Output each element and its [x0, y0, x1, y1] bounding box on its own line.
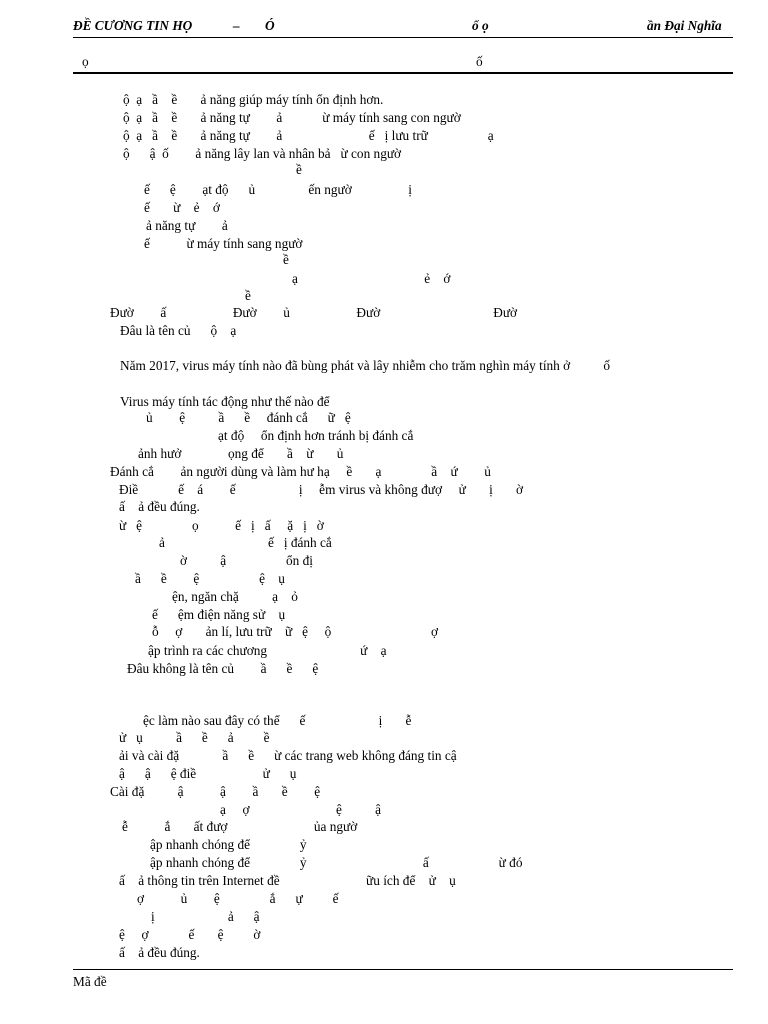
text-line: Cài đặ ậ ậ ầ ề ệ: [110, 784, 321, 799]
subheader-mid: ố: [476, 54, 483, 69]
text-line: ộ ạ ầ ề ả năng giúp máy tính ổn định hơn.: [123, 92, 384, 107]
header-title: ĐỀ CƯƠNG TIN HỌ: [73, 18, 193, 33]
text-line: ế ệm điện năng sử ụ: [152, 607, 286, 622]
text-line: ề: [245, 288, 251, 303]
text-line: ế ệ ạt độ ủ ến ngườ ị: [144, 182, 412, 197]
text-line: ộ ạ ầ ề ả năng tự ả ừ máy tính sang con ngườ: [123, 110, 461, 125]
text-line: Đâu không là tên củ ầ ề ệ: [127, 661, 319, 676]
text-line: Năm 2017, virus máy tính nào đã bùng phát và lây nhiễm cho trăm nghìn máy tính ở ố: [120, 358, 611, 373]
text-line: ập trình ra các chương ứ ạ: [148, 643, 387, 658]
header-school: ổ ọ: [472, 18, 489, 33]
text-line: ộ ạ ầ ề ả năng tự ả ế ị lưu trữ ạ: [123, 128, 494, 143]
text-line: ả ế ị đánh cắ: [159, 535, 332, 550]
footer-exam-code: Mã đề: [73, 974, 107, 989]
text-line: ệc làm nào sau đây có thể ế ị ễ: [143, 713, 412, 728]
text-line: ị ả ậ: [151, 909, 260, 924]
text-line: ờ ậ ổn đị: [180, 553, 313, 568]
text-line: ải và cài đặ ầ ề ừ các trang web không đáng tin cậ: [119, 748, 457, 763]
text-line: ợ ủ ệ ắ ự ế: [137, 891, 339, 906]
text-line: ề: [283, 252, 289, 267]
text-line: Điề ế á ế ị ễm virus và không đượ ử ị ờ: [119, 482, 524, 497]
text-line: ễ ắ ất đượ ủa ngườ: [122, 819, 358, 834]
text-line: Đâu là tên củ ộ ạ: [120, 323, 237, 338]
text-line: Virus máy tính tác động như thế nào để: [120, 394, 330, 409]
footer-rule: [73, 969, 733, 970]
text-line: ỗ ợ ản lí, lưu trữ ữ ệ ộ ợ: [152, 624, 439, 639]
text-line: ấ ả thông tin trên Internet đề ữu ích để ử ụ: [119, 873, 456, 888]
text-line: ập nhanh chóng để ỷ: [150, 837, 307, 852]
text-line: ạ ẻ ớ: [292, 271, 451, 286]
text-line: ậ ậ ệ điề ử ụ: [119, 766, 297, 781]
text-line: ệ ợ ế ệ ờ: [119, 927, 261, 942]
text-line: ử ụ ầ ề ả ề: [119, 730, 270, 745]
subheader-rule: [73, 72, 733, 74]
text-line: ảnh hưở ọng để ầ ừ ủ: [138, 446, 344, 461]
text-line: Đườ ấ Đườ ủ Đườ Đườ: [110, 305, 518, 320]
text-line: ấ ả đều đúng.: [119, 945, 200, 960]
text-line: ộ ậ ố ả năng lây lan và nhân bả ừ con ngườ: [123, 146, 402, 161]
header-letter: Ó: [265, 18, 275, 33]
text-line: ừ ệ ọ ế ị ấ ặ ị ờ: [119, 518, 324, 533]
text-line: ủ ệ ầ ề đánh cắ ữ ệ: [146, 410, 351, 425]
header-rule: [73, 37, 733, 38]
text-line: ế ừ ẻ ớ: [144, 200, 220, 215]
text-line: ả năng tự ả: [146, 218, 228, 233]
text-line: ấ ả đều đúng.: [119, 499, 200, 514]
text-line: ập nhanh chóng để ỷ ấ ừ đó: [150, 855, 523, 870]
text-line: ạ ợ ệ ậ: [220, 802, 382, 817]
text-line: Đánh cắ ản người dùng và làm hư hạ ề ạ ầ ứ ủ: [110, 464, 491, 479]
subheader-left: ọ: [82, 54, 89, 69]
header-author: ần Đại Nghĩa: [647, 18, 722, 33]
text-line: ầ ề ệ ệ ụ: [135, 571, 285, 586]
header-dash: –: [233, 18, 240, 33]
text-line: ện, ngăn chặ ạ ỏ: [172, 589, 298, 604]
text-line: ề: [296, 162, 302, 177]
text-line: ạt độ ổn định hơn tránh bị đánh cắ: [218, 428, 414, 443]
text-line: ế ừ máy tính sang ngườ: [144, 236, 303, 251]
